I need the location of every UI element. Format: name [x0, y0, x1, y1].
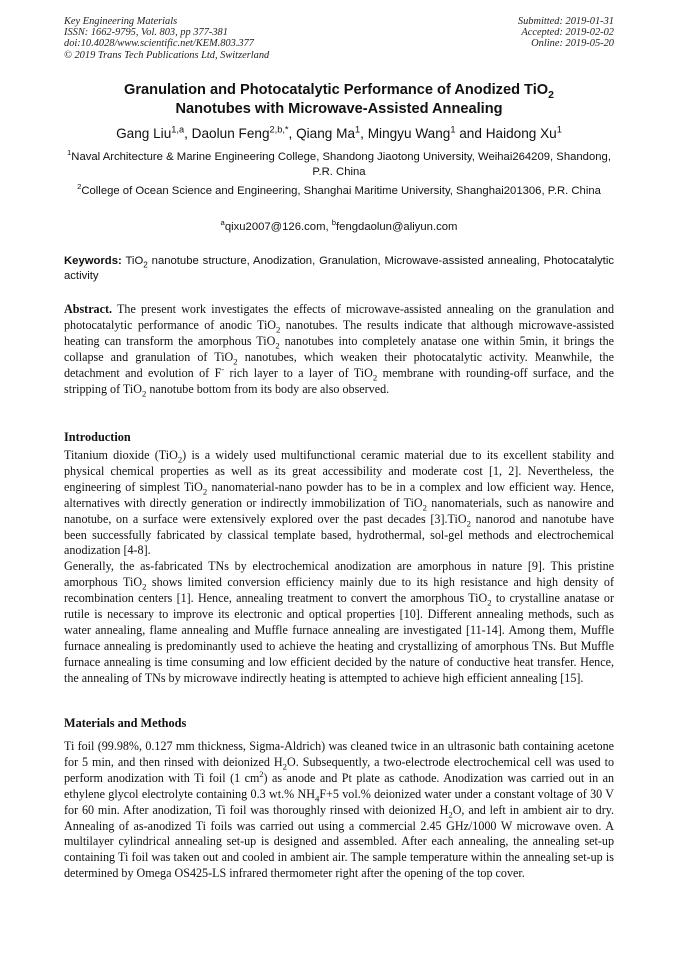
author-list: Gang Liu$^{1,a}$, Daolun Feng$^{2,b,*}$, Qiang Ma$^1$, Mingyu Wang$^1$ and Haidong Xu$^1$	[116, 124, 562, 141]
author-emails: $^a$qixu2007@126.com, $^b$fengdaolun@aliyun.com	[220, 218, 458, 233]
journal-name: Key Engineering Materials	[64, 16, 178, 27]
author-name: Haidong Xu	[485, 126, 557, 141]
affiliation-1: $^1$Naval Architecture & Marine Engineering College, Shandong Jiaotong University, Weihai264209, Shandong, P.R. China	[67, 148, 611, 178]
paragraph: Titanium dioxide (TiO$_2$) is a widely used multifunctional ceramic material due to its excellent stability and physical chemical properties as well as its great accessibility and moderate cost [1, 2]. Nevertheless, the engineering of simplest TiO$_2$ nanomaterial-nano powder has to be in a complex and low efficient way. Hence, alternatives with directly generation or indirectly immobilization of TiO$_2$ nanomaterials, such as nanowire and nanotube, on a surface were extensively explored over the past decades [3].TiO$_2$ nanorod and nanotube have been successfully fabricated by classical template based, hydrothermal, sol-gel methods and electrochemical anodization [4-8].	[64, 448, 614, 558]
abstract-label: Abstract.	[64, 302, 113, 316]
journal-copyright: © 2019 Trans Tech Publications Ltd, Switzerland	[64, 49, 270, 61]
journal-header-left	[64, 16, 269, 61]
journal-doi: doi:10.4028/www.scientific.net/KEM.803.377	[64, 38, 254, 50]
date-online: Online: 2019-05-20	[531, 38, 614, 50]
paragraph: Ti foil (99.98%, 0.127 mm thickness, Sigma-Aldrich) was cleaned twice in an ultrasonic bath containing acetone for 5 min, and then rinsed with deionized $H_2O$. Subsequently, a two-electrode electrochemical cell was used to perform anodization with Ti foil (1 $cm^2$) as anode and Pt plate as cathode. Anodization was carried out in an ethylene glycol electrolyte containing 0.3 wt.% $NH_4F+5$ vol.% deionized water under a constant voltage of 30 V for 60 min. After anodization, Ti foil was thoroughly rinsed with deionized $H_2O$, and left in ambient air to dry. Annealing of as-anodized Ti foils was carried out using a commercial 2.45 GHz/1000 W microwave oven. A multilayer cylindrical annealing set-up is designed and assembled. After each annealing, the annealing set-up containing Ti foil was taken out and cooled in ambient air. The sample temperature within the annealing set-up is determined by Omega OS425-LS infrared thermometer right after the opening of the top cover.	[64, 739, 615, 881]
email-link[interactable]: fengdaolun@aliyun.com	[336, 221, 458, 233]
keywords-label: Keywords:	[64, 255, 122, 267]
introduction-body	[64, 448, 614, 687]
abstract: Abstract. The present work investigates the effects of microwave-assisted annealing on the granulation and photocatalytic performance of anodic TiO$_2$ nanotubes. The results indicate that although microwave-assisted heating can transform the amorphous TiO$_2$ nanotubes into completely anatase one within 5min, it brings the collapse and granulation of TiO$_2$ nanotubes, which weaken their photocatalytic activity. Meanwhile, the detachment and evolution of F- rich layer to a layer of TiO$_2$ membrane with rounding-off surface, and the stripping of TiO$_2$ nanotube bottom from its body are also observed.	[64, 302, 615, 398]
author-name: Gang Liu	[116, 126, 172, 141]
journal-issn: ISSN: 1662-9795, Vol. 803, pp 377-381	[64, 27, 228, 39]
title-line-1: Granulation and Photocatalytic Performance of Anodized TiO$_2$	[124, 82, 554, 101]
paper-title	[40, 81, 638, 118]
author-name: Qiang Ma	[296, 126, 356, 141]
journal-header-right	[518, 16, 614, 50]
title-line-2: Nanotubes with Microwave-Assisted Annealing	[175, 100, 503, 117]
section-heading-introduction: Introduction	[64, 430, 131, 444]
methods-body	[64, 739, 614, 882]
email-link[interactable]: qixu2007@126.com	[224, 221, 326, 233]
author-name: Daolun Feng	[191, 126, 270, 141]
section-heading-methods: Materials and Methods	[64, 716, 187, 730]
author-name: Mingyu Wang	[367, 126, 451, 141]
affiliation-2: $^2$College of Ocean Science and Engineering, Shanghai Maritime University, Shanghai201306, P.R. China	[77, 182, 601, 197]
paragraph: Generally, the as-fabricated TNs by electrochemical anodization are amorphous in nature [9]. This pristine amorphous TiO$_2$ shows limited conversion efficiency mainly due to its high resistance and high density of recombination centers [1]. Hence, annealing treatment to convert the amorphous TiO$_2$ to crystalline anatase or rutile is necessary to improve its electronic and optical properties [10]. Different annealing methods, such as water annealing, flame annealing and Muffle furnace annealing are investigated [11-14]. Among them, Muffle furnace annealing is predominantly used to achieve the heating and crystallizing of amorphous TNs. But Muffle furnace annealing is time consuming and low efficient decided by the nature of conductive heat transfer. Hence, the annealing of TNs by microwave indirectly heating is attempted to achieve high efficient annealing [15].	[64, 559, 614, 685]
date-accepted: Accepted: 2019-02-02	[521, 27, 614, 39]
date-submitted: Submitted: 2019-01-31	[517, 16, 614, 27]
keywords: Keywords: TiO$_2$ nanotube structure, Anodization, Granulation, Microwave-assisted annealing, Photocatalytic activity	[64, 255, 614, 282]
